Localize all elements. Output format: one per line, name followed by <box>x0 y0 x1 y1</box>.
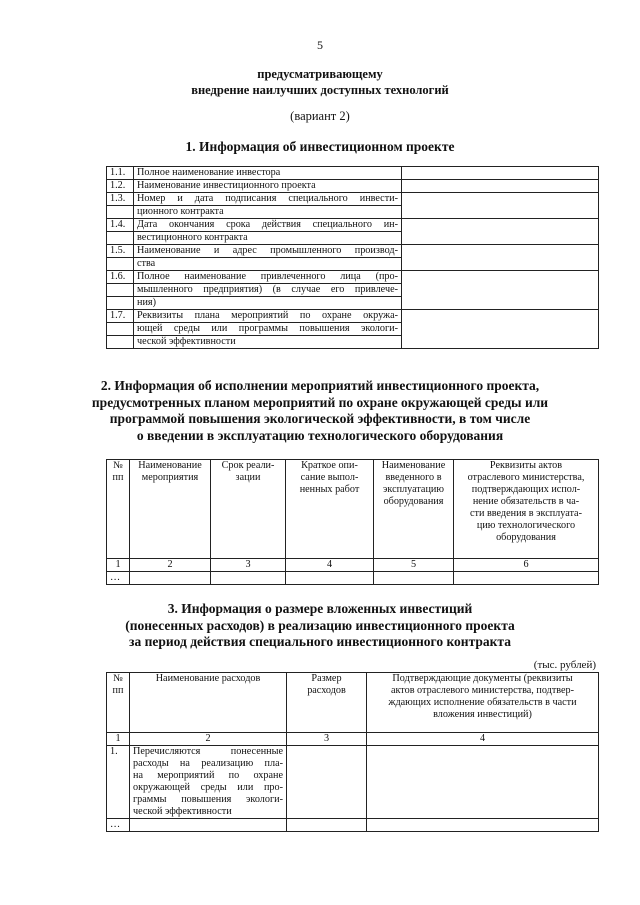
header-line-1: предусматривающему <box>257 67 383 81</box>
section2-title-line: предусмотренных планом мероприятий по охране окружающей среды или <box>91 394 549 410</box>
row-label: Номер и дата подписания специального инвести- <box>134 193 402 206</box>
row-label: Полное наименование привлеченного лица (про- <box>134 271 402 284</box>
row-label: Полное наименование инвестора <box>134 167 402 180</box>
table-row <box>107 310 599 323</box>
section3-title-line: 3. Информация о размере вложенных инвестиций <box>167 601 473 616</box>
row-number: 1.1. <box>107 167 134 180</box>
variant-label: (вариант 2) <box>290 109 350 123</box>
section3-title <box>0 601 640 651</box>
investment-project-table <box>106 166 599 349</box>
col-header-amount: Размер расходов <box>287 673 367 733</box>
row-ellipsis: … <box>107 572 130 585</box>
row-label-continued: мышленного предприятия) (в случае его привлече- <box>134 284 402 297</box>
col-header-term: Срок реали- зации <box>211 460 286 559</box>
row-number: 1.3. <box>107 193 134 206</box>
section3-title-line: (понесенных расходов) в реализацию инвестиционного проекта <box>125 617 515 633</box>
col-header-number: № пп <box>107 460 130 559</box>
section2-title-line: программой повышения экологической эффективности, в том числе <box>109 411 531 426</box>
col-number: 4 <box>286 559 374 572</box>
header-line-2: внедрение наилучших доступных технологий <box>191 83 449 97</box>
row-number: 1.5. <box>107 245 134 258</box>
col-number: 2 <box>130 559 211 572</box>
row-value <box>402 180 599 193</box>
row-label-continued: ния) <box>134 297 402 310</box>
col-header-number: № пп <box>107 673 130 733</box>
col-header-description: Краткое опи- сание выпол- ненных работ <box>286 460 374 559</box>
col-header-equipment: Наименование введенного в эксплуатацию оборудования <box>374 460 454 559</box>
table-row <box>107 572 599 585</box>
col-header-measure: Наименование мероприятия <box>130 460 211 559</box>
row-number: 1.2. <box>107 180 134 193</box>
col-number: 5 <box>374 559 454 572</box>
table-row <box>107 219 599 232</box>
row-value <box>402 310 599 349</box>
row-label: Перечисляются понесенные расходы на реализацию пла- на мероприятий по охране окружающей среды или про- граммы повышения экологи- ческой эффективности <box>130 746 287 819</box>
column-number-row <box>107 733 599 746</box>
section2-title-line: 2. Информация об исполнении мероприятий инвестиционного проекта, <box>100 378 540 393</box>
table-row <box>107 180 599 193</box>
col-header-documents: Подтверждающие документы (реквизиты актов отраслевого министерства, подтвер- ждающих исполнение обязательств в части вложения инвестиций) <box>367 673 599 733</box>
row-value <box>402 167 599 180</box>
row-number: 1.6. <box>107 271 134 284</box>
row-label-continued: ционного контракта <box>134 206 402 219</box>
row-value <box>402 193 599 219</box>
row-label-continued: вестиционного контракта <box>134 232 402 245</box>
row-number: 1. <box>107 746 130 819</box>
row-value <box>402 271 599 310</box>
measures-execution-table <box>106 459 599 585</box>
col-number: 1 <box>107 733 130 746</box>
table-row <box>107 193 599 206</box>
table-header-row <box>107 460 599 559</box>
row-label-continued: ства <box>134 258 402 271</box>
col-header-acts: Реквизиты актов отраслевого министерства, подтверждающих испол- нение обязательств в ча- сти введения в эксплуата- цию технологического оборудования <box>454 460 599 559</box>
row-value <box>402 219 599 245</box>
table-row <box>107 245 599 258</box>
row-label: Дата окончания срока действия специального ин- <box>134 219 402 232</box>
investments-table <box>106 672 599 832</box>
row-label-continued: ющей среды или программы повышения экологи- <box>134 323 402 336</box>
row-label: Наименование инвестиционного проекта <box>134 180 402 193</box>
row-label-continued: ческой эффективности <box>134 336 402 349</box>
row-ellipsis: … <box>107 819 130 832</box>
row-value <box>402 245 599 271</box>
col-header-expenses: Наименование расходов <box>130 673 287 733</box>
col-number: 1 <box>107 559 130 572</box>
col-number: 4 <box>367 733 599 746</box>
table-row <box>107 167 599 180</box>
col-number: 3 <box>287 733 367 746</box>
col-number: 2 <box>130 733 287 746</box>
section2-title-line: о введении в эксплуатацию технологического оборудования <box>136 427 504 443</box>
col-number: 3 <box>211 559 286 572</box>
unit-label: (тыс. рублей) <box>533 659 596 671</box>
section2-title <box>0 378 640 444</box>
table-header-row <box>107 673 599 733</box>
row-number: 1.4. <box>107 219 134 232</box>
table-row <box>107 271 599 284</box>
row-label: Реквизиты плана мероприятий по охране окружа- <box>134 310 402 323</box>
table-row <box>107 746 599 819</box>
column-number-row <box>107 559 599 572</box>
table-row <box>107 819 599 832</box>
section1-title: 1. Информация об инвестиционном проекте <box>185 139 455 154</box>
col-number: 6 <box>454 559 599 572</box>
page-number: 5 <box>317 38 323 52</box>
section3-title-line: за период действия специального инвестиционного контракта <box>129 634 511 649</box>
row-label: Наименование и адрес промышленного производ- <box>134 245 402 258</box>
row-number: 1.7. <box>107 310 134 323</box>
